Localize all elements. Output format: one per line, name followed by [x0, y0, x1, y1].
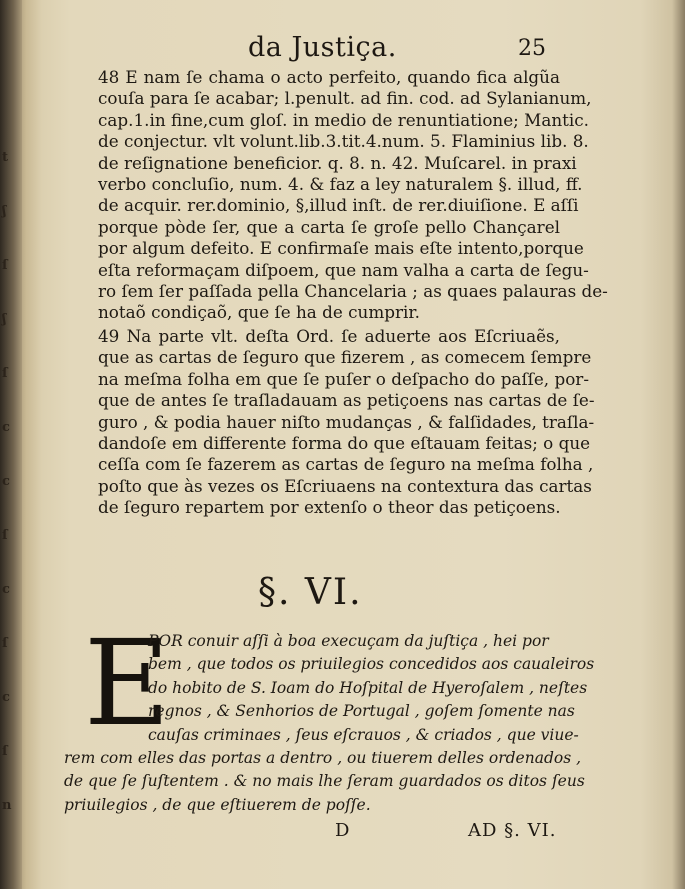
- text-line: cap.1.in fine,cum gloſ. in medio de renuntiatione; Mantic.: [98, 109, 589, 130]
- text-line: couſa para ſe acabar; l.penult. ad fin. cod. ad Sylanianum,: [98, 88, 592, 109]
- text-line: ro ſem ſer paſſada pella Chancelaria ; as quaes palauras de-: [98, 281, 608, 302]
- bleed-glyph: t: [2, 150, 9, 165]
- text-line: notaõ condiçaõ, que ſe ha de cumprir.: [98, 302, 420, 323]
- text-line: de acquir. rer.dominio, §,illud inſt. de rer.diuiſione. E aſſi: [98, 195, 579, 216]
- bleed-glyph: ſ: [2, 744, 8, 759]
- text-line: porque pòde ſer, que a carta ſe groſe pello Chançarel: [98, 216, 560, 237]
- bleed-glyph: c: [2, 582, 10, 597]
- text-line: de conjectur. vlt volunt.lib.3.tit.4.num. 5. Flaminius lib. 8.: [98, 131, 589, 152]
- paragraph-49: [98, 325, 595, 519]
- text-line: de que ſe ſuſtentem . & no mais lhe ſeram guardados os ditos ſeus: [64, 772, 585, 791]
- text-line: verbo concluſio, num. 4. & faz a ley naturalem §. illud, ff.: [98, 174, 583, 195]
- bleed-glyph: n: [2, 798, 12, 813]
- bleed-glyph: c: [2, 474, 10, 489]
- text-line: de reſignatione beneficior. q. 8. n. 42. Muſcarel. in praxi: [98, 152, 577, 173]
- text-line: eſta reformaçam diſpoem, que nam valha a carta de ſegu-: [98, 259, 589, 280]
- text-line: rem com elles das portas a dentro , ou tiuerem delles ordenados ,: [64, 749, 582, 767]
- bleed-glyph: ſ: [2, 636, 8, 651]
- catchword: AD §. VI.: [468, 820, 557, 841]
- text-line: do hobito de S. Ioam do Hoſpital de Hyeroſalem , neſtes: [148, 678, 588, 697]
- running-title: da Justiça.: [248, 32, 397, 63]
- bleed-glyph: ſ: [2, 528, 8, 543]
- text-line: poſto que às vezes os Eſcriuaens na contextura das cartas: [98, 475, 592, 496]
- text-line: na meſma folha em que ſe puſer o deſpacho do paſſe, por-: [98, 368, 589, 389]
- bleed-glyph: c: [2, 420, 10, 435]
- signature-mark: D: [335, 820, 350, 841]
- text-line: priuilegios , de que eſtiuerem de poſſe.: [64, 795, 371, 814]
- text-line: ceſſa com ſe fazerem as cartas de ſeguro na meſma folha ,: [98, 454, 594, 475]
- text-line: por algum defeito. E confirmaſe mais eſte intento,porque: [98, 238, 584, 259]
- page-number: 25: [518, 36, 546, 61]
- bleed-glyph: c: [2, 690, 10, 705]
- paragraph-48: [98, 67, 608, 324]
- decree-text-indented: [148, 630, 595, 747]
- text-line: cauſas criminaes , ſeus eſcrauos , & criados , que viue-: [148, 725, 579, 744]
- text-line: dandoſe em differente forma do que eſtauam feitas; o que: [98, 432, 591, 453]
- bleed-glyph: ſ: [2, 258, 8, 273]
- section-heading: §. VI.: [258, 572, 363, 613]
- text-line: 48 E nam ſe chama o acto perfeito, quando fica algũa: [98, 67, 560, 87]
- text-line: que as cartas de ſeguro que fizerem , as comecem ſempre: [98, 347, 592, 368]
- text-line: regnos , & Senhorios de Portugal , goſem ſomente nas: [148, 702, 575, 721]
- text-line: bem , que todos os priuilegios concedidos aos caualeiros: [148, 655, 595, 674]
- drop-cap: E: [84, 614, 171, 752]
- text-line: guro , & podia hauer niſto mudanças , & falſidades, traſla-: [98, 411, 595, 432]
- text-line: POR conuir aſſi à boa execuçam da juſtiça , hei por: [148, 632, 549, 650]
- decree-text-full: [64, 747, 585, 817]
- text-line: de ſeguro repartem por extenſo o theor das petiçoens.: [98, 497, 561, 518]
- bleed-glyph: ʃ: [2, 312, 7, 327]
- bleed-glyph: ſ: [2, 366, 8, 381]
- bleed-glyph: ʃ: [2, 204, 7, 219]
- body-text: [98, 67, 608, 519]
- text-line: que de antes ſe traſladauam as petiçoens nas cartas de ſe-: [98, 390, 595, 411]
- text-line: 49 Na parte vlt. deſta Ord. ſe aduerte aos Eſcriuaẽs,: [98, 325, 560, 346]
- page-header: [0, 30, 685, 70]
